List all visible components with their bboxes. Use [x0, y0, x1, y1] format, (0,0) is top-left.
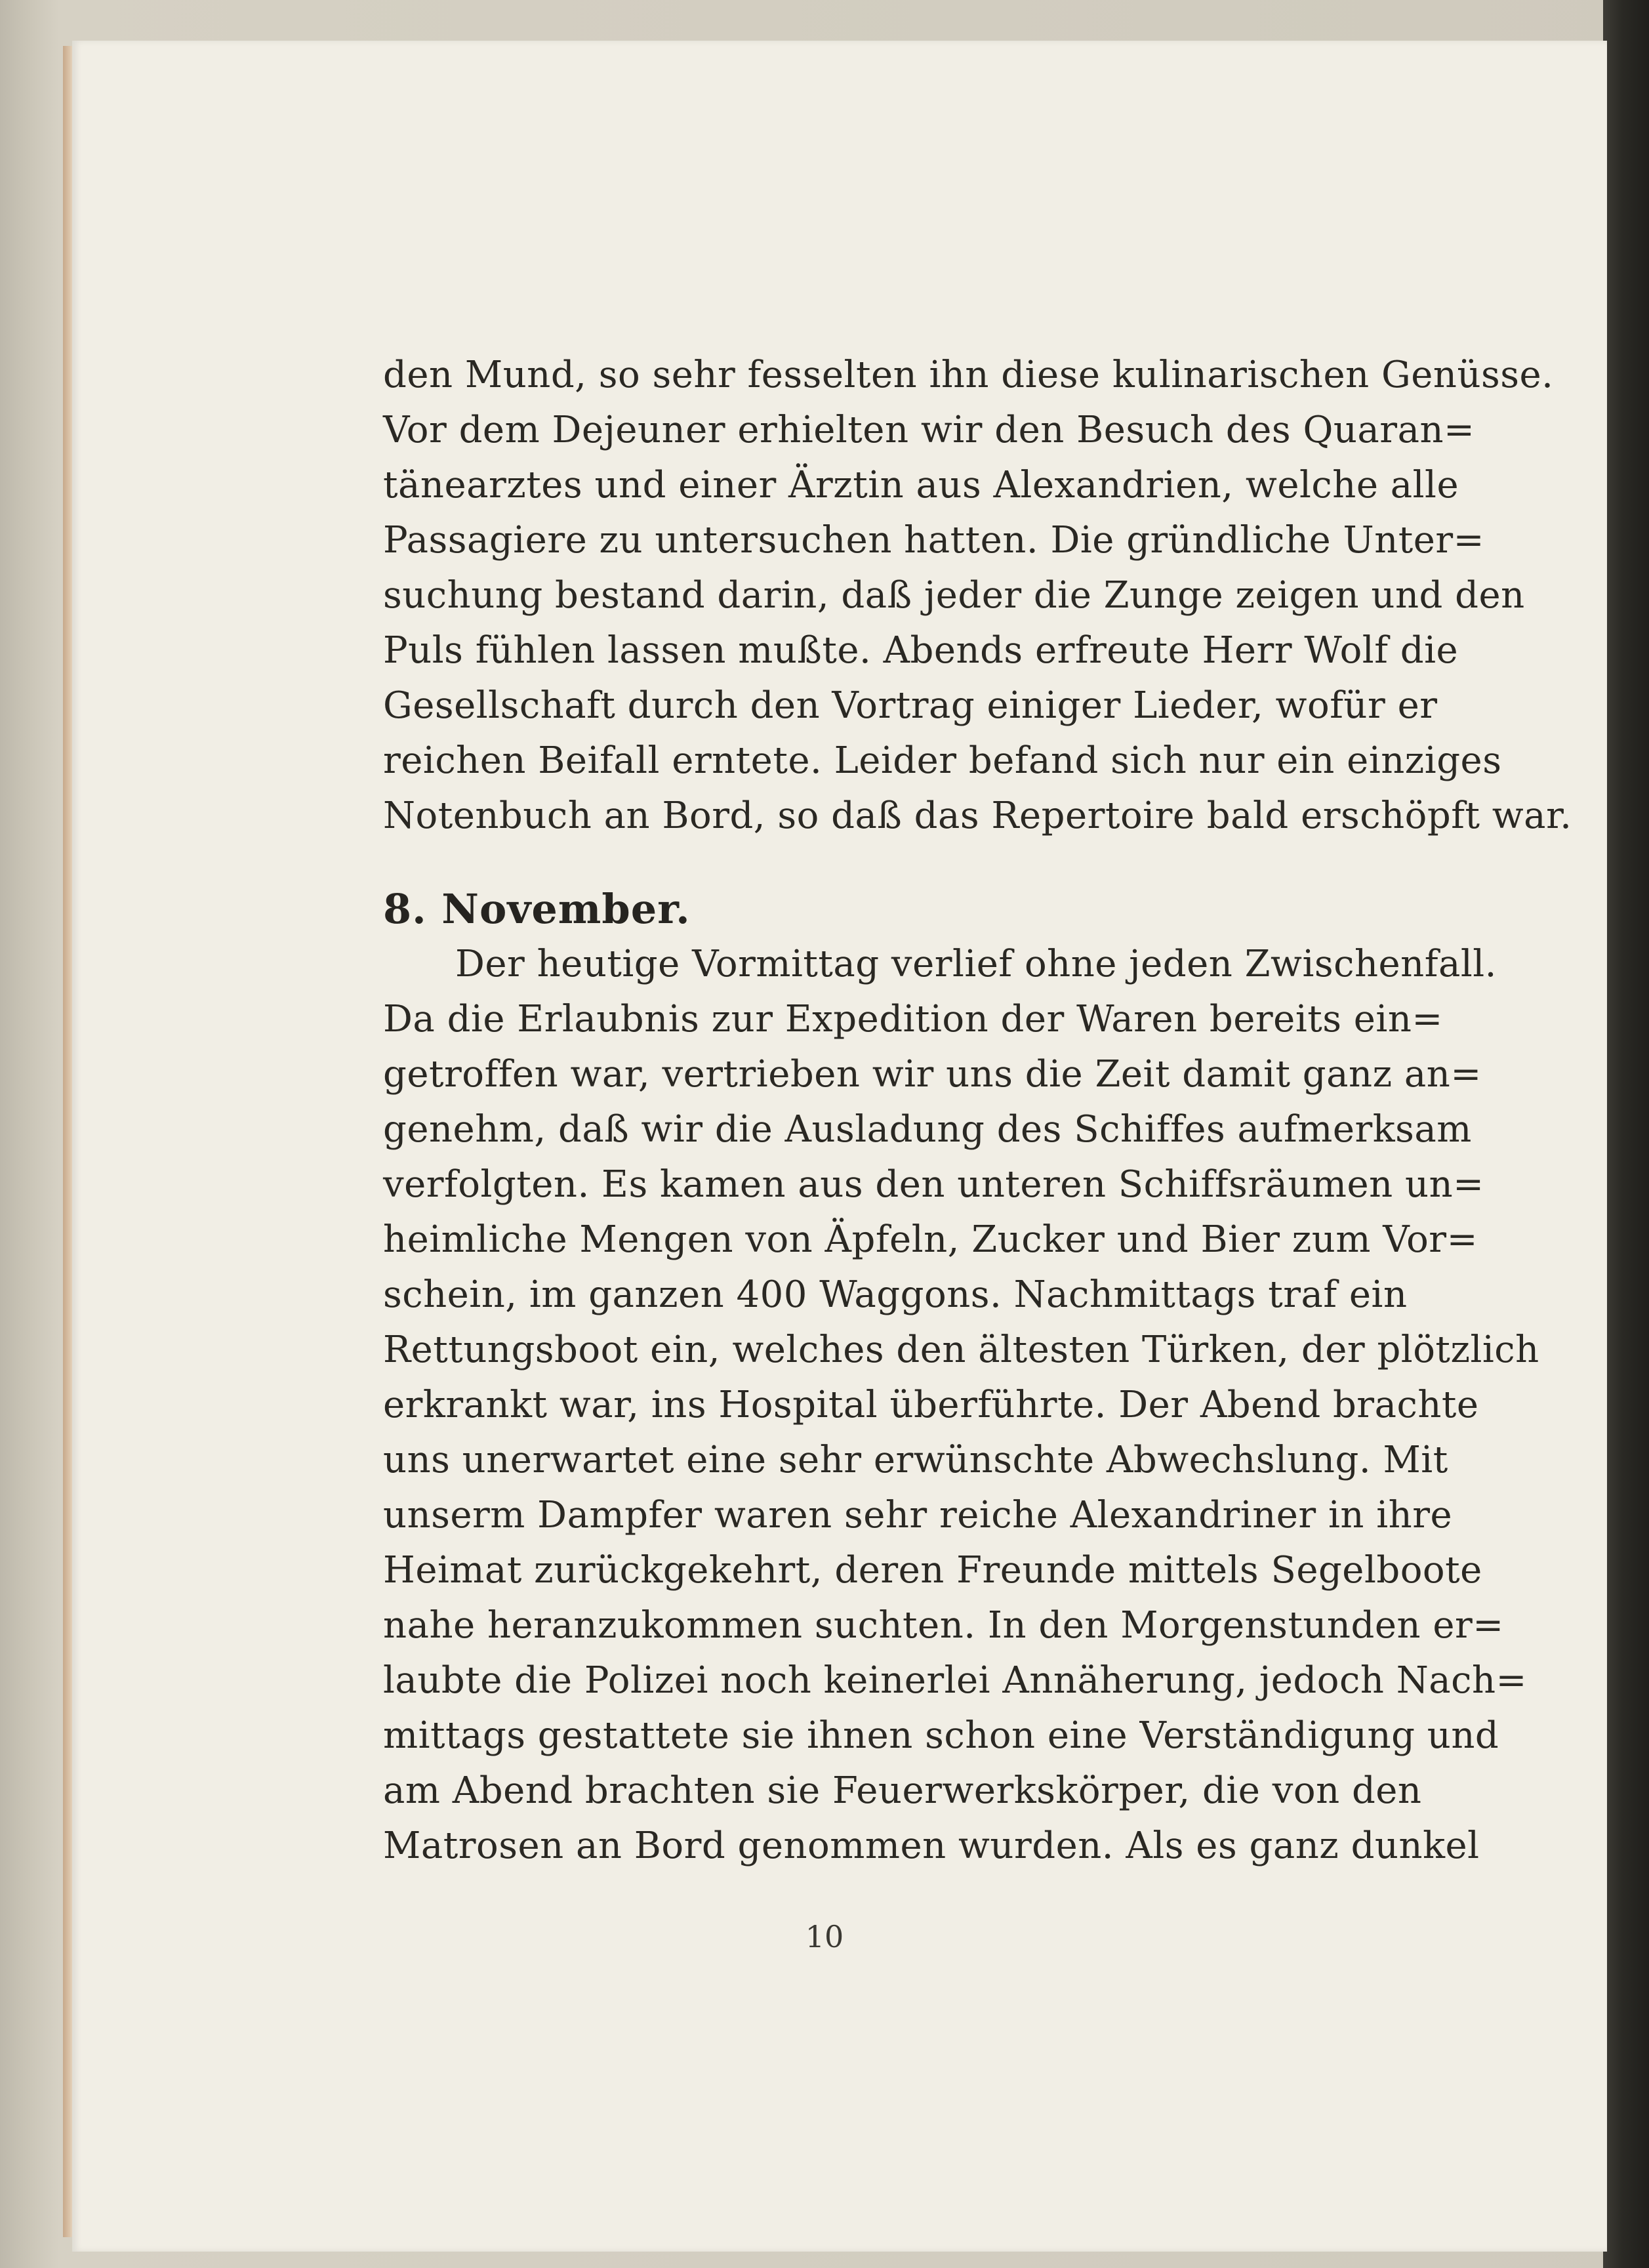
text-line: Gesellschaft durch den Vortrag einiger Lieder, wofür er: [383, 684, 1438, 727]
text-line: heimliche Mengen von Äpfeln, Zucker und Bier zum Vor=: [383, 1218, 1478, 1261]
text-line: mittags gestattete sie ihnen schon eine Verständigung und: [383, 1714, 1499, 1757]
paragraph-2: [383, 937, 1539, 1874]
text-line: schein, im ganzen 400 Waggons. Nachmittags traf ein: [383, 1273, 1408, 1316]
page-text: [383, 348, 1572, 1874]
section-heading: 8. November.: [383, 885, 691, 933]
text-line: den Mund, so sehr fesselten ihn diese kulinarischen Genüsse.: [383, 354, 1554, 396]
text-line: nahe heranzukommen suchten. In den Morgenstunden er=: [383, 1604, 1504, 1647]
text-line: genehm, daß wir die Ausladung des Schiffes aufmerksam: [383, 1108, 1472, 1151]
text-line: unserm Dampfer waren sehr reiche Alexandriner in ihre: [383, 1494, 1453, 1536]
page-number: 10: [805, 1919, 844, 1954]
text-line: am Abend brachten sie Feuerwerkskörper, die von den: [383, 1769, 1422, 1812]
text-line: verfolgten. Es kamen aus den unteren Schiffsräumen un=: [383, 1163, 1484, 1206]
text-line: Vor dem Dejeuner erhielten wir den Besuch des Quaran=: [383, 409, 1475, 451]
text-line: Rettungsboot ein, welches den ältesten Türken, der plötzlich: [383, 1329, 1539, 1371]
text-line: uns unerwartet eine sehr erwünschte Abwechslung. Mit: [383, 1439, 1448, 1481]
text-line: Matrosen an Bord genommen wurden. Als es ganz dunkel: [383, 1825, 1480, 1867]
text-line: Der heutige Vormittag verlief ohne jeden Zwischenfall.: [455, 943, 1497, 985]
paragraph-1: [383, 348, 1572, 844]
text-line: reichen Beifall erntete. Leider befand sich nur ein einziges: [383, 739, 1502, 782]
text-line: suchung bestand darin, daß jeder die Zunge zeigen und den: [383, 574, 1525, 617]
text-line: Heimat zurückgekehrt, deren Freunde mittels Segelboote: [383, 1549, 1482, 1592]
text-line: laubte die Polizei noch keinerlei Annäherung, jedoch Nach=: [383, 1659, 1527, 1702]
text-line: Passagiere zu untersuchen hatten. Die gründliche Unter=: [383, 519, 1485, 562]
text-line: Notenbuch an Bord, so daß das Repertoire bald erschöpft war.: [383, 794, 1572, 837]
text-line: Puls fühlen lassen mußte. Abends erfreute Herr Wolf die: [383, 629, 1459, 672]
text-line: tänearztes und einer Ärztin aus Alexandrien, welche alle: [383, 464, 1459, 506]
text-line: Da die Erlaubnis zur Expedition der Waren bereits ein=: [383, 998, 1443, 1041]
text-line: getroffen war, vertrieben wir uns die Zeit damit ganz an=: [383, 1053, 1482, 1096]
text-line: erkrankt war, ins Hospital überführte. Der Abend brachte: [383, 1384, 1479, 1426]
